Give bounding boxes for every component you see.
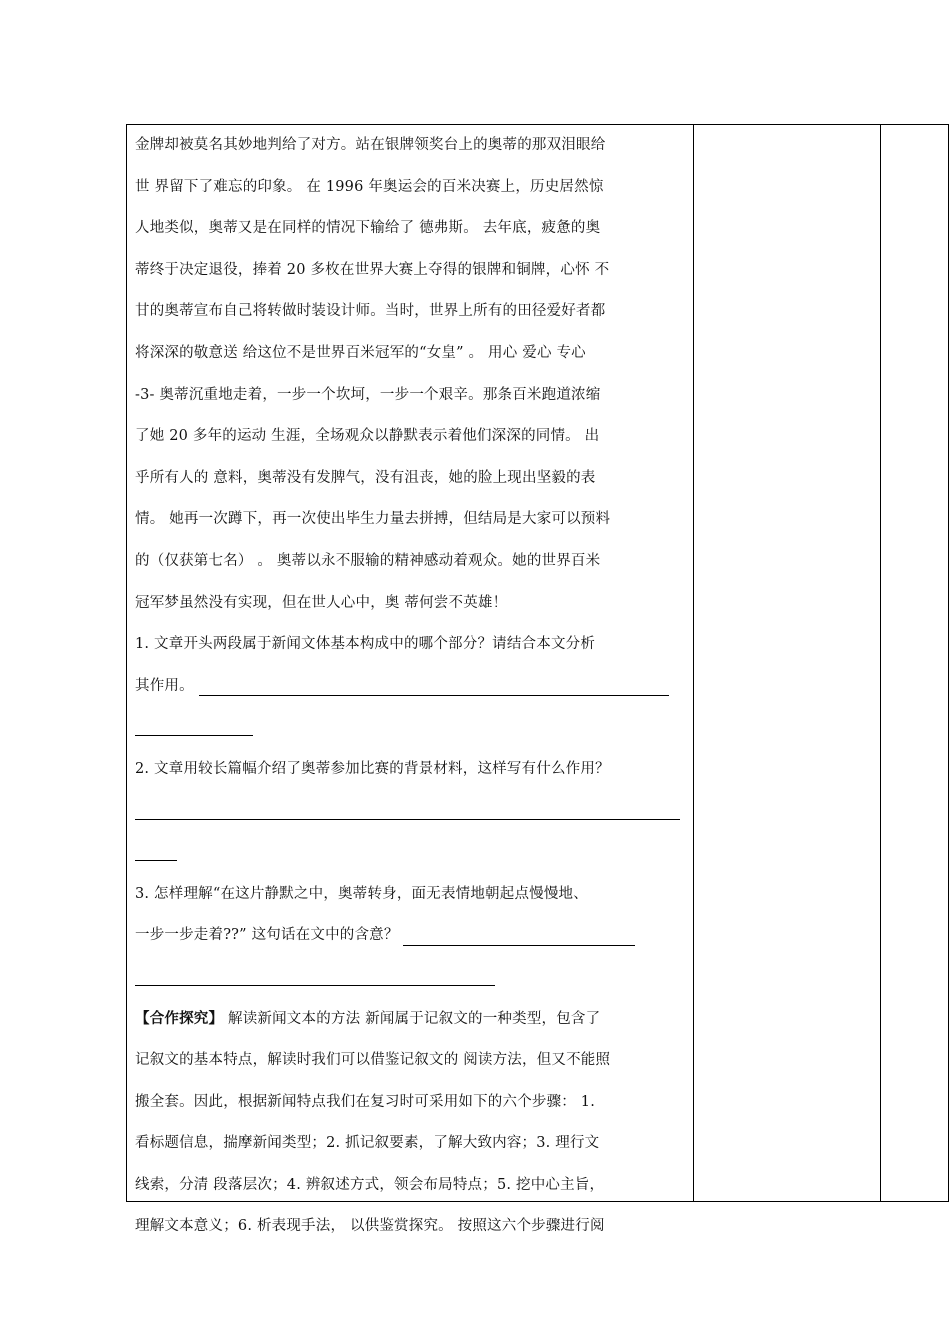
coop-line-1: 【合作探究】 解读新闻文本的方法 新闻属于记叙文的一种类型，包含了 — [135, 1010, 601, 1028]
question-3-text: 3. 怎样理解“在这片静默之中，奥蒂转身，面无表情地朝起点慢慢地、 — [135, 885, 588, 902]
table-divider-2 — [880, 125, 881, 1201]
worksheet-table — [126, 124, 949, 1235]
coop-heading: 【合作探究】 — [135, 1010, 224, 1028]
coop-line: 搬全套。因此，根据新闻特点我们在复习时可采用如下的六个步骤： 1. — [135, 1093, 596, 1110]
answer-blank-2b[interactable] — [135, 860, 177, 861]
question-3-text-cont: 一步一步走着??” 这句话在文中的含意？ — [135, 915, 687, 957]
answer-blank-2a[interactable] — [135, 819, 680, 820]
main-content-column — [135, 125, 687, 1248]
passage-line: 冠军梦虽然没有实现，但在世人心中，奥 蒂何尝不英雄！ — [135, 594, 508, 611]
question-1-text-cont: 其作用。 — [135, 666, 687, 708]
passage-line: 人地类似，奥蒂又是在同样的情况下输给了 德弗斯。 去年底，疲惫的奥 — [135, 220, 601, 237]
answer-blank-1a[interactable] — [199, 695, 669, 696]
question-1-text: 1. 文章开头两段属于新闻文体基本构成中的哪个部分？请结合本文分析 — [135, 636, 596, 653]
coop-line: 看标题信息，揣摩新闻类型；2. 抓记叙要素，了解大致内容；3. 理行文 — [135, 1135, 600, 1152]
passage-line: 的（仅获第七名） 。 奥蒂以永不服输的精神感动着观众。她的世界百米 — [135, 552, 601, 569]
table-border-right — [948, 125, 949, 1201]
coop-line: 理解文本意义；6. 析表现手法， 以供鉴赏探究。 按照这六个步骤进行阅 — [135, 1218, 605, 1235]
answer-blank-3a[interactable] — [403, 945, 635, 946]
question-2-text: 2. 文章用较长篇幅介绍了奥蒂参加比赛的背景材料，这样写有什么作用？ — [135, 760, 610, 777]
coop-line: 线索，分清 段落层次；4. 辨叙述方式，领会布局特点；5. 挖中心主旨， — [135, 1176, 605, 1193]
answer-line-2a — [135, 791, 687, 833]
passage-line: 情。 她再一次蹲下，再一次使出毕生力量去拼搏，但结局是大家可以预料 — [135, 511, 611, 528]
answer-line-3b — [135, 957, 687, 999]
answer-blank-1b[interactable] — [135, 735, 253, 736]
passage-line: 乎所有人的 意料，奥蒂没有发脾气，没有沮丧，她的脸上现出坚毅的表 — [135, 469, 596, 486]
passage-line: 将深深的敬意送 给这位不是世界百米冠军的“女皇” 。 用心 爱心 专心 — [135, 344, 586, 361]
answer-line-1b — [135, 707, 687, 749]
passage-line: 蒂终于决定退役，捧着 20 多枚在世界大赛上夺得的银牌和铜牌，心怀 不 — [135, 261, 610, 278]
table-border-left — [126, 125, 127, 1201]
table-divider-1 — [693, 125, 694, 1201]
passage-line: 甘的奥蒂宣布自己将转做时装设计师。当时，世界上所有的田径爱好者都 — [135, 303, 606, 320]
coop-line: 记叙文的基本特点，解读时我们可以借鉴记叙文的 阅读方法，但又不能照 — [135, 1052, 611, 1069]
answer-line-2b — [135, 832, 687, 874]
passage-line: -3- 奥蒂沉重地走着，一步一个坎坷，一步一个艰辛。那条百米跑道浓缩 — [135, 386, 601, 403]
passage-line: 世 界留下了难忘的印象。 在 1996 年奥运会的百米决赛上，历史居然惊 — [135, 178, 604, 195]
passage-line: 金牌却被莫名其妙地判给了对方。站在银牌领奖台上的奥蒂的那双泪眼给 — [135, 137, 606, 153]
answer-blank-3b[interactable] — [135, 985, 495, 986]
passage-line: 了她 20 多年的运动 生涯，全场观众以静默表示着他们深深的同情。 出 — [135, 428, 600, 445]
